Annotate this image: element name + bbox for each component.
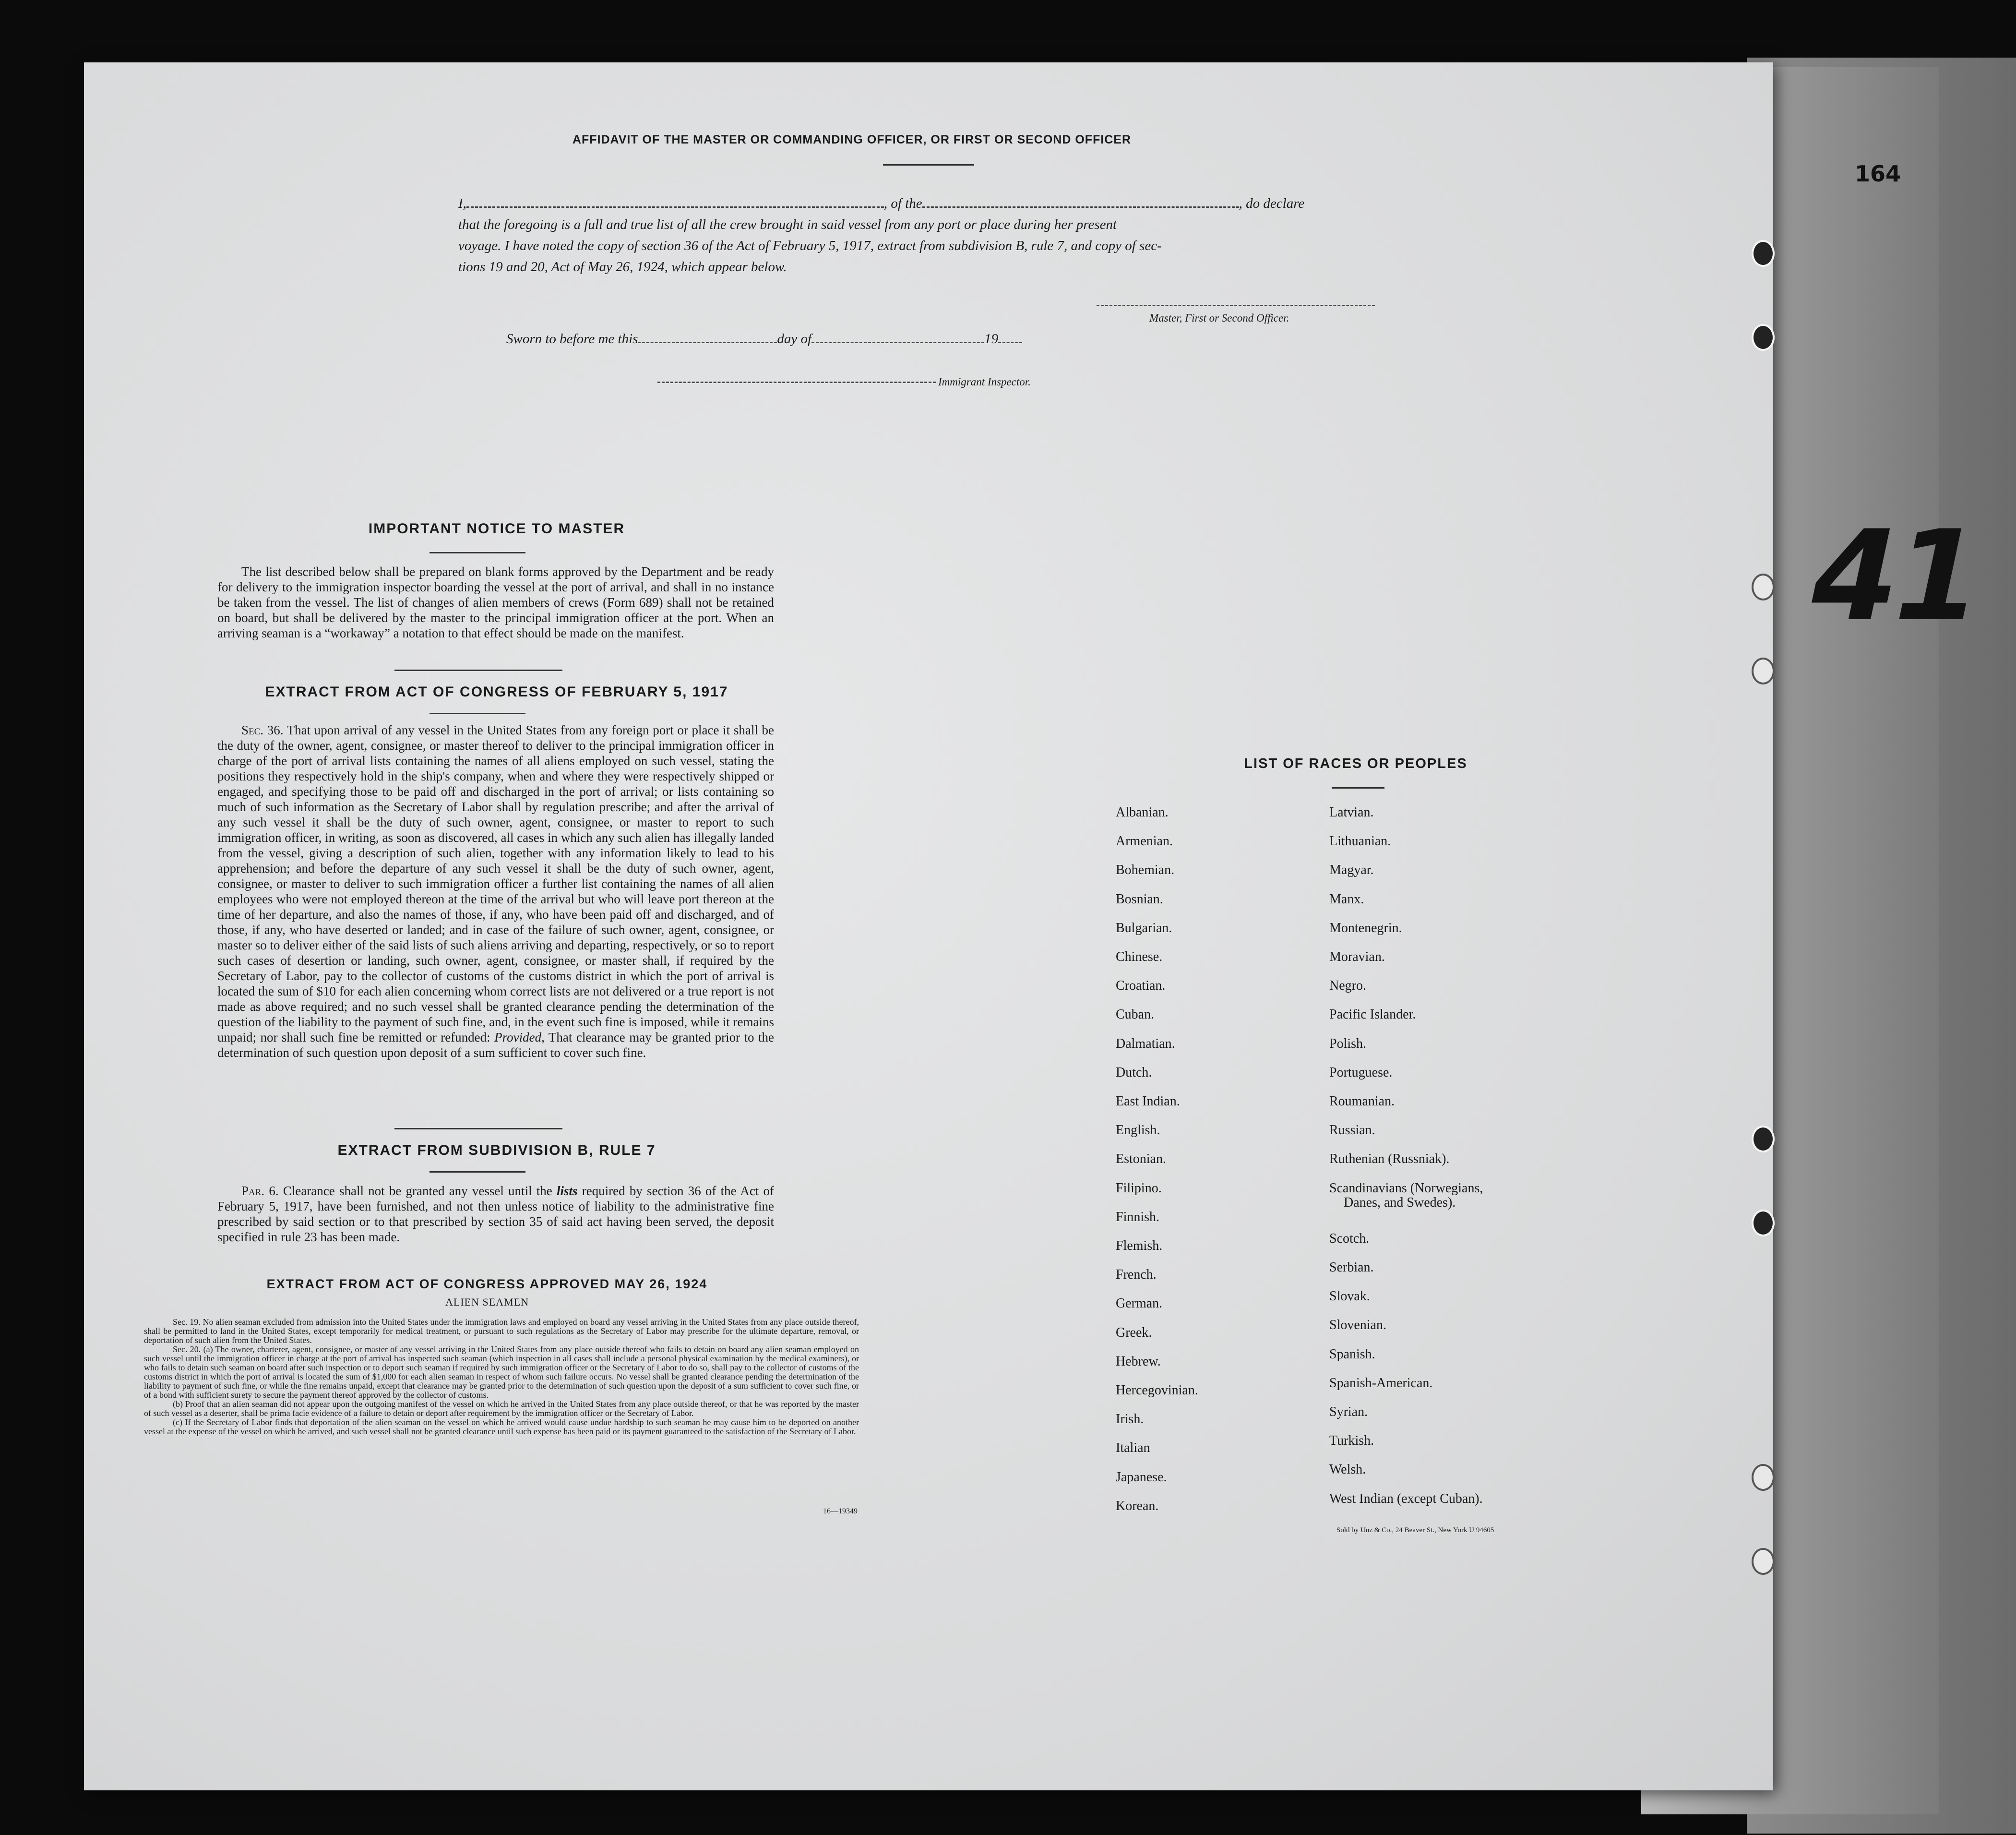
race-item: Ruthenian (Russniak).	[1329, 1151, 1450, 1167]
race-item: Polish.	[1329, 1036, 1367, 1051]
page-number-stamp: 164	[1855, 161, 1901, 187]
par6-lists: lists	[556, 1184, 578, 1198]
race-item: Manx.	[1329, 891, 1364, 907]
punch-hole-icon	[1752, 658, 1775, 684]
sec19-text: Sec. 19. No alien seaman excluded from admission into the United States under the immigration laws and employed on board any vessel arriving in the United States from any place outside thereof, shall be permitted to land in the United States, except temporarily for medical treatment, or pursuant to such regulations as the Secretary of Labor may prescribe for the ultimate departure, removal, or deportation of such alien from the United States.	[144, 1317, 859, 1345]
sec36-provided: Provided,	[494, 1030, 545, 1044]
race-item: Bulgarian.	[1116, 920, 1172, 935]
master-signature-line[interactable]	[1097, 305, 1375, 306]
race-item: Armenian.	[1116, 834, 1173, 849]
race-item: Serbian.	[1329, 1260, 1374, 1275]
race-item: West Indian (except Cuban).	[1329, 1491, 1483, 1506]
sec20b-text: (b) Proof that an alien seaman did not appear upon the outgoing manifest of the vessel on which he arrived in the United States from any place outside thereof, or that he was reported by the master of such vessel as a deserter, shall be prima facie evidence of a failure to detain or deport after requirement by the immigration officer or the Secretary of Labor.	[144, 1399, 859, 1418]
extract-1917-title: EXTRACT FROM ACT OF CONGRESS OF FEBRUARY 5, 1917	[265, 684, 728, 700]
punch-hole-icon	[1752, 1126, 1775, 1152]
race-item: Korean.	[1116, 1498, 1159, 1513]
inspector-signature-line[interactable]	[657, 382, 936, 383]
race-item: French.	[1116, 1267, 1157, 1283]
race-item: Scandinavians (Norwegians,	[1329, 1180, 1483, 1196]
race-item: Spanish-American.	[1329, 1375, 1433, 1391]
affidavit-of-the: , of the	[883, 196, 922, 211]
affidavit-line3: voyage. I have noted the copy of section 36 of the Act of February 5, 1917, extract from subdivision B, rule 7, and copy of sec-	[458, 238, 1162, 253]
sworn-day-field[interactable]	[638, 331, 777, 343]
race-item: Croatian.	[1116, 978, 1166, 994]
vessel-name-field[interactable]	[922, 196, 1239, 208]
race-item: Danes, and Swedes).	[1344, 1195, 1456, 1210]
race-item: Finnish.	[1116, 1209, 1160, 1224]
race-item: German.	[1116, 1296, 1163, 1311]
sworn-month-field[interactable]	[811, 331, 984, 343]
par6-text-b: required by section 36 of the Act of February 5, 1917, have been furnished, and not then unless notice of liability to the administrative fine prescribed by said section or to that prescribed by section 35 of said act having been served, the deposit specified in rule 23 has been made.	[217, 1184, 774, 1244]
race-item: Cuban.	[1116, 1007, 1155, 1022]
races-title: LIST OF RACES OR PEOPLES	[1244, 756, 1467, 771]
notice-text: The list described below shall be prepared on blank forms approved by the Department and be ready for delivery to the immigration inspector boarding the vessel at the port of arrival, and shall in no instance be taken from the vessel. The list of changes of alien members of crews (Form 689) shall not be retained on board, but shall be delivered by the master to the principal immigration officer at the port. When an arriving seaman is a “workaway” a notation to that effect should be made on the manifest.	[217, 564, 774, 640]
race-item: Filipino.	[1116, 1180, 1162, 1196]
year-label: 19	[984, 331, 999, 347]
punch-hole-icon	[1752, 1548, 1775, 1575]
manifest-page	[84, 62, 1991, 1790]
notice-title: IMPORTANT NOTICE TO MASTER	[368, 521, 625, 537]
race-item: Latvian.	[1329, 805, 1374, 820]
extract-1924-title: EXTRACT FROM ACT OF CONGRESS APPROVED MAY 26, 1924	[266, 1277, 708, 1291]
race-item: Estonian.	[1116, 1151, 1166, 1167]
affidavit-title: AFFIDAVIT OF THE MASTER OR COMMANDING OFFICER, OR FIRST OR SECOND OFFICER	[572, 133, 1132, 146]
race-item: Hercegovinian.	[1116, 1383, 1198, 1398]
race-item: Lithuanian.	[1329, 834, 1391, 849]
inspector-label: Immigrant Inspector.	[938, 376, 1031, 388]
punch-hole-icon	[1752, 324, 1775, 351]
race-item: Flemish.	[1116, 1238, 1163, 1253]
race-item: Portuguese.	[1329, 1065, 1393, 1080]
race-item: Bosnian.	[1116, 891, 1163, 907]
punch-hole-icon	[1752, 574, 1775, 600]
race-item: Greek.	[1116, 1325, 1152, 1340]
punch-hole-icon	[1752, 1464, 1775, 1491]
race-item: Montenegrin.	[1329, 920, 1402, 935]
race-item: Syrian.	[1329, 1404, 1368, 1419]
extract-1917-text	[217, 722, 774, 1060]
race-item: Pacific Islander.	[1329, 1007, 1416, 1022]
extract-1924-text	[144, 1318, 859, 1436]
margin-number: 41	[1796, 504, 1991, 649]
sec36-text-a: That upon arrival of any vessel in the United States from any foreign port or place it shall be the duty of the owner, agent, consignee, or master thereof to deliver to the principal immigration officer in charge of the port of arrival lists containing the names of all aliens employed on such vessel, stating the positions they respectively hold in the ship's company, when and where they were respectively shipped or engaged, and specifying those to be paid off and discharged in the port of arrival; or lists containing so much of such information as the Secretary of Labor shall by regulation prescribe; and after the arrival of any such vessel it shall be the duty of such owner, agent, consignee, or master to report to such immigration officer, in writing, as soon as discovered, all cases in which any such alien has illegally landed from the vessel, giving a description of such alien, together with any information likely to lead to his apprehension; and before the departure of any such vessel it shall be the duty of such owner, agent, consignee, or master to deliver to such immigration officer a further list containing the names of all alien employees who were not employed thereon at the time of the arrival but who will leave port thereon at the time of her departure, and also the names of those, if any, who have been paid off and discharged, and of those, if any, who have deserted or landed; and in case of the failure of such owner, agent, consignee, or master so to deliver either of the said lists of such aliens arriving and departing, respectively, or so to report such cases of desertion or landing, such owner, agent, consignee, or master shall, if required by the Secretary of Labor, pay to the collector of customs of the customs district in which the port of arrival is located the sum of $10 for each alien concerning whom correct lists are not delivered or a true report is not made as above required; and no such vessel shall be granted clearance pending the determination of the question of the liability to the payment of such fine, and, in the event such fine is imposed, while it remains unpaid; nor shall such fine be remitted or refunded:	[217, 723, 774, 1044]
sec20c-text: (c) If the Secretary of Labor finds that deportation of the alien seaman on the vessel on which he arrived would cause undue hardship to such seaman he may cause him to be deported on another vessel at the expense of the vessel on which he arrived, and such vessel shall not be granted clearance until such expense has been paid or its payment guaranteed to the satisfaction of the Secretary of Labor.	[144, 1417, 859, 1436]
affidavit-do-declare: , do declare	[1239, 196, 1305, 211]
sworn-year-field[interactable]	[998, 331, 1022, 343]
race-item: Dutch.	[1116, 1065, 1152, 1080]
race-item: Dalmatian.	[1116, 1036, 1175, 1051]
affidavit-body	[458, 193, 1490, 277]
race-item: Spanish.	[1329, 1346, 1375, 1362]
extract-1924-subtitle: ALIEN SEAMEN	[445, 1296, 529, 1308]
rule7-text	[217, 1183, 774, 1245]
race-item: Hebrew.	[1116, 1354, 1161, 1369]
par6-label: Par. 6.	[241, 1184, 279, 1198]
punch-hole-icon	[1752, 240, 1775, 267]
form-number: 16—19349	[823, 1507, 858, 1515]
race-item: Slovenian.	[1329, 1318, 1386, 1333]
race-item: Scotch.	[1329, 1231, 1370, 1246]
sec20a-text: Sec. 20. (a) The owner, charterer, agent, consignee, or master of any vessel arriving in the United States from any place outside thereof who fails to detain on board any alien seaman employed on such vessel until the immigration officer in charge at the port of arrival has inspected such seaman (which inspection in all cases shall include a personal physical examination by the medical examiners), or who fails to detain such seaman on board after such inspection or to deport such seaman if required by such immigration officer or the Secretary of Labor to do so, shall pay to the collector of customs of the customs district in which the port of arrival is located the sum of $1,000 for each alien seaman in respect of whom such failure occurs. No vessel shall be granted clearance pending the determination of the liability to payment of such fine, or while the fine remains unpaid, except that clearance may be granted prior to the determination of such question upon the deposit of a sum sufficient to cover such fine, or of a bond with sufficient surety to secure the payment thereof approved by the collector of customs.	[144, 1344, 859, 1400]
affidavit-line2: that the foregoing is a full and true list of all the crew brought in said vessel from any port or place during her present	[458, 217, 1117, 232]
race-item: Turkish.	[1329, 1433, 1374, 1449]
race-item: English.	[1116, 1123, 1160, 1138]
sec36-text-b: That clearance may be granted prior to the determination of such question upon deposit of a sum sufficient to cover such fine.	[217, 1030, 775, 1060]
sec36-label: Sec. 36.	[241, 723, 284, 737]
race-item: Irish.	[1116, 1412, 1144, 1427]
race-item: Russian.	[1329, 1123, 1375, 1138]
race-item: Roumanian.	[1329, 1094, 1395, 1109]
master-signature-label: Master, First or Second Officer.	[1149, 312, 1289, 324]
master-name-field[interactable]	[466, 196, 884, 208]
race-item: Albanian.	[1116, 805, 1169, 820]
race-item: Chinese.	[1116, 949, 1163, 964]
punch-hole-icon	[1752, 1210, 1775, 1236]
sworn-line	[506, 331, 1022, 347]
race-item: Italian	[1116, 1440, 1150, 1456]
sold-by-footer: Sold by Unz & Co., 24 Beaver St., New York U 94605	[1336, 1526, 1494, 1534]
par6-text-a: Clearance shall not be granted any vessel until the	[283, 1184, 552, 1198]
sworn-label: Sworn to before me this	[506, 331, 638, 347]
race-item: East Indian.	[1116, 1094, 1180, 1109]
race-item: Negro.	[1329, 978, 1366, 994]
affidavit-i: I,	[458, 196, 466, 211]
affidavit-line4: tions 19 and 20, Act of May 26, 1924, which appear below.	[458, 259, 787, 275]
race-item: Moravian.	[1329, 949, 1385, 964]
race-item: Welsh.	[1329, 1462, 1366, 1477]
day-of-label: day of	[777, 331, 812, 347]
race-item: Japanese.	[1116, 1469, 1167, 1485]
race-item: Bohemian.	[1116, 863, 1175, 878]
race-item: Magyar.	[1329, 863, 1374, 878]
rule7-title: EXTRACT FROM SUBDIVISION B, RULE 7	[337, 1142, 656, 1158]
race-item: Slovak.	[1329, 1289, 1370, 1304]
